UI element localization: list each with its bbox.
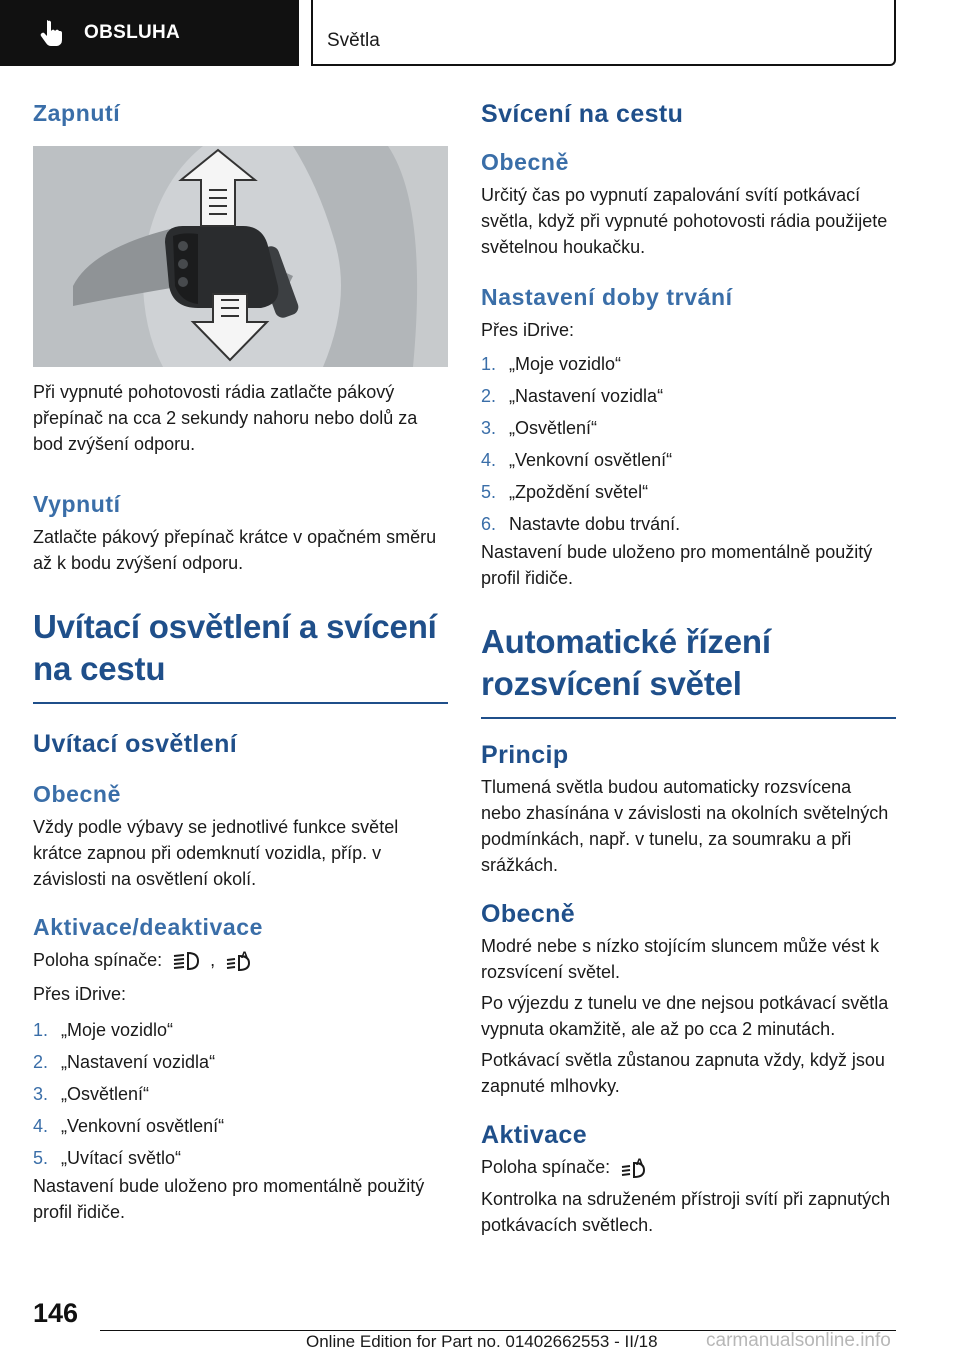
heading-uvitaci-osvetleni-svic — [33, 606, 448, 690]
text-zapnuti: Při vypnuté pohotovosti rádia zatlačte pákový přepínač na cca 2 sekundy nahoru nebo dolů za bod zvýšení odporu. — [33, 382, 418, 454]
step-text: „Moje vozidlo“ — [61, 1020, 174, 1040]
left-step — [33, 1081, 448, 1113]
page-number: 146 — [33, 1298, 79, 1328]
step-text: „Zpoždění světel“ — [509, 482, 649, 502]
footer-watermark: carmanualsonline.info — [706, 1330, 891, 1351]
step-number: 5. — [33, 1148, 49, 1168]
right-step — [481, 415, 896, 447]
text-saved-profile-right: Nastavení bude uloženo pro momentálně použitý profil řidiče. — [481, 542, 873, 588]
text-pres-idrive-right: Přes iDrive: — [481, 320, 575, 340]
heading-automaticke-rizeni — [481, 621, 896, 705]
heading-line-2-right: rozsvícení světel — [481, 665, 742, 702]
text-kontrolka: Kontrolka na sdruženém přístroji svítí při zapnutých potkávacích světlech. — [481, 1189, 891, 1235]
idrive-steps-list-right — [481, 351, 896, 543]
header-section-tab — [0, 0, 299, 66]
step-text: „Uvítací světlo“ — [61, 1148, 182, 1168]
heading-uvitaci-osvetleni: Uvítací osvětlení — [33, 730, 238, 758]
step-number: 4. — [33, 1116, 49, 1136]
text-obecne-2-p1: Modré nebe s nízko stojícím sluncem může vést k rozsvícení světel. — [481, 936, 880, 982]
heading-zapnuti: Zapnutí — [33, 100, 121, 126]
lever-illustration — [33, 146, 448, 367]
text-obecne-right: Určitý čas po vypnutí zapalování svítí potkávací světla, když při vypnuté pohotovosti rádia použijete světelnou houkačku. — [481, 185, 888, 257]
step-number: 4. — [481, 450, 497, 470]
step-number: 1. — [33, 1020, 49, 1040]
switch-position-line-right — [481, 1154, 896, 1180]
step-number: 3. — [33, 1084, 49, 1104]
text-obecne: Vždy podle výbavy se jednotlivé funkce světel krátce zapnou při odemknutí vozidla, příp. v závislosti na osvětlení okolí. — [33, 817, 399, 889]
heading-line-1-right: Automatické řízení — [481, 623, 771, 660]
section-rule — [33, 702, 448, 704]
step-text: „Osvětlení“ — [61, 1084, 150, 1104]
heading-line-2: na cestu — [33, 650, 166, 687]
header-chapter-box — [311, 0, 896, 66]
heading-line-1: Uvítací osvětlení a svícení — [33, 608, 437, 645]
step-text: „Nastavení vozidla“ — [61, 1052, 216, 1072]
auto-headlight-icon-right — [619, 1157, 649, 1179]
svg-text:A: A — [241, 951, 249, 962]
svg-text:A: A — [636, 1158, 644, 1169]
heading-obecne: Obecně — [33, 781, 121, 807]
low-beam-icon — [171, 950, 201, 972]
left-column — [33, 100, 448, 1225]
left-step — [33, 1113, 448, 1145]
step-number: 2. — [481, 386, 497, 406]
step-number: 2. — [33, 1052, 49, 1072]
text-pres-idrive: Přes iDrive: — [33, 984, 127, 1004]
switch-position-line — [33, 947, 448, 973]
text-princip: Tlumená světla budou automaticky rozsvícena nebo zhasínána v závislosti na okolních světelných podmínkách, např. v tunelu, za soumraku a při srážkách. — [481, 777, 889, 875]
auto-headlight-icon — [224, 950, 254, 972]
idrive-steps-list — [33, 1017, 448, 1177]
heading-obecne-right: Obecně — [481, 149, 569, 175]
step-number: 6. — [481, 514, 497, 534]
heading-aktivace: Aktivace — [481, 1121, 588, 1149]
text-saved-profile: Nastavení bude uloženo pro momentálně použitý profil řidiče. — [33, 1176, 425, 1222]
section-rule-right — [481, 717, 896, 719]
right-step — [481, 351, 896, 383]
footer-edition: Online Edition for Part no. 01402662553 - II/18 — [306, 1332, 658, 1351]
heading-vypnuti: Vypnutí — [33, 491, 121, 517]
heading-nastaveni-doby: Nastavení doby trvání — [481, 284, 733, 310]
right-step — [481, 383, 896, 415]
hand-pointer-icon — [40, 19, 64, 47]
right-step — [481, 447, 896, 479]
step-text: „Venkovní osvětlení“ — [61, 1116, 225, 1136]
heading-princip: Princip — [481, 741, 569, 769]
comma: , — [210, 950, 216, 970]
right-step — [481, 479, 896, 511]
heading-obecne-2: Obecně — [481, 900, 576, 928]
text-obecne-2-p2: Po výjezdu z tunelu ve dne nejsou potkávací světla vypnuta okamžitě, ale až po cca 2 minutách. — [481, 993, 889, 1039]
step-text: „Venkovní osvětlení“ — [509, 450, 673, 470]
step-text: „Moje vozidlo“ — [509, 354, 622, 374]
header-chapter-label: Světla — [327, 30, 380, 51]
step-number: 3. — [481, 418, 497, 438]
lever-switch-image — [33, 146, 448, 367]
heading-aktivace-deaktivace: Aktivace/deaktivace — [33, 914, 264, 940]
heading-svic-na-cestu: Svícení na cestu — [481, 100, 684, 128]
left-step — [33, 1017, 448, 1049]
header-section-label: OBSLUHA — [84, 22, 181, 43]
right-column — [481, 100, 896, 1238]
left-step — [33, 1049, 448, 1081]
step-text: Nastavte dobu trvání. — [509, 514, 681, 534]
step-number: 1. — [481, 354, 497, 374]
switch-position-label: Poloha spínače: — [33, 950, 163, 970]
switch-position-label-right: Poloha spínače: — [481, 1157, 611, 1177]
step-number: 5. — [481, 482, 497, 502]
step-text: „Osvětlení“ — [509, 418, 598, 438]
text-obecne-2-p3: Potkávací světla zůstanou zapnuta vždy, když jsou zapnuté mlhovky. — [481, 1050, 885, 1096]
step-text: „Nastavení vozidla“ — [509, 386, 664, 406]
text-vypnuti: Zatlačte pákový přepínač krátce v opačném směru až k bodu zvýšení odporu. — [33, 527, 437, 573]
